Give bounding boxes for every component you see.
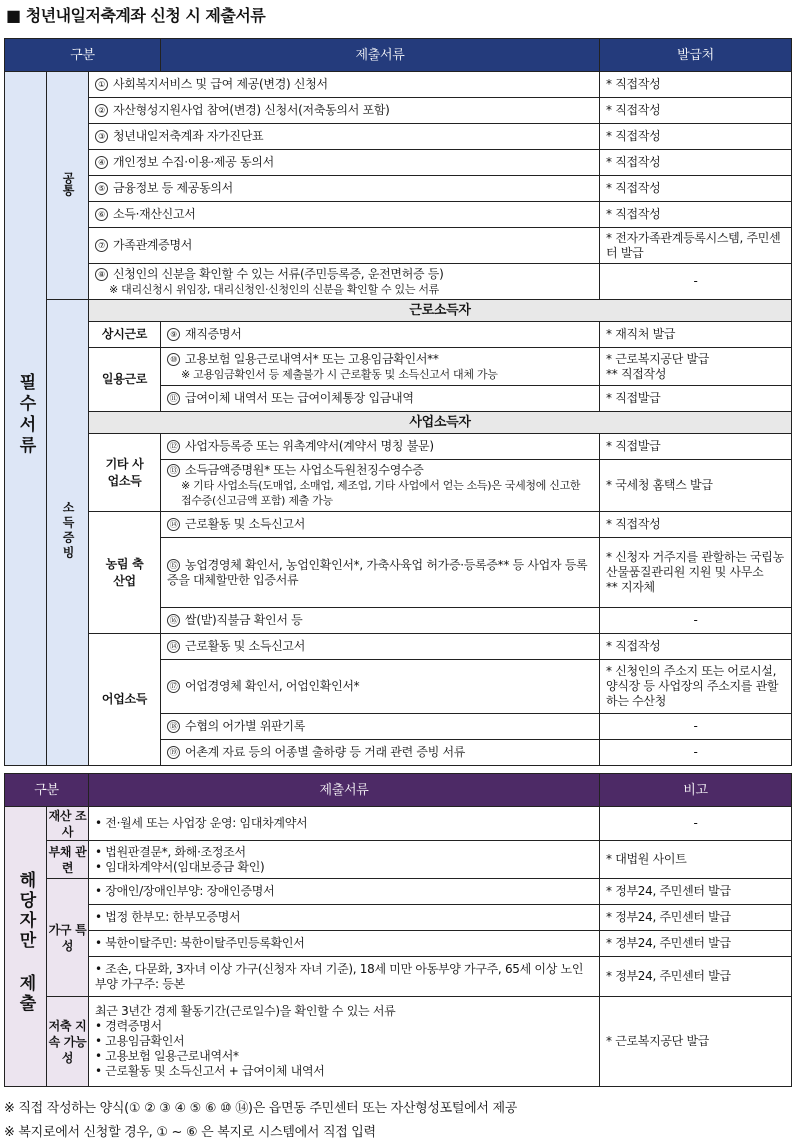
doc-row: ⑲ 어촌계 자료 등의 어종별 출하량 등 거래 관련 증빙 서류 <box>161 740 600 766</box>
doc-note: ※ 고용임금확인서 등 제출불가 시 근로활동 및 소득신고서 대체 가능 <box>181 367 498 381</box>
doc-row: ⑭ 근로활동 및 소득신고서 <box>161 634 600 660</box>
group-savings-sustainability: 저축 지속 가능성 <box>47 997 89 1087</box>
issuer-cell: * 신청인의 주소지 또는 어로시설, 양식장 등 사업장의 주소지를 관할하는 수산청 <box>600 660 792 714</box>
number-badge: ② <box>95 104 108 117</box>
remark-cell: * 정부24, 주민센터 발급 <box>600 905 792 931</box>
issuer-cell: * 직접작성 <box>600 512 792 538</box>
doc-row: ⑭ 근로활동 및 소득신고서 <box>161 512 600 538</box>
issuer-cell: * 근로복지공단 발급 ** 직접작성 <box>600 348 792 386</box>
group-income-proof: 소득증빙 <box>47 300 89 766</box>
category-required: 필수서류 <box>5 72 47 766</box>
doc-row: • 조손, 다문화, 3자녀 이상 가구(신청자 자녀 기준), 18세 미만 아동부양 가구주, 65세 이상 노인부양 가구주: 등본 <box>89 957 600 997</box>
doc-row: ⑦ 가족관계증명서 <box>89 228 600 264</box>
number-badge: ① <box>95 78 108 91</box>
number-badge: ⑦ <box>95 239 108 252</box>
doc-row: • 북한이탈주민: 북한이탈주민등록확인서 <box>89 931 600 957</box>
number-badge: ⑨ <box>167 328 180 341</box>
issuer-cell: * 직접작성 <box>600 98 792 124</box>
doc-row: ⑩ 고용보험 일용근로내역서* 또는 고용임금확인서** ※ 고용임금확인서 등 제출불가 시 근로활동 및 소득신고서 대체 가능 <box>161 348 600 386</box>
group-other-business: 기타 사업소득 <box>89 434 161 512</box>
doc-row: ⑨ 재직증명서 <box>161 322 600 348</box>
remark-cell: * 근로복지공단 발급 <box>600 997 792 1087</box>
header-issuer: 발급처 <box>600 39 792 72</box>
remark-cell: * 정부24, 주민센터 발급 <box>600 879 792 905</box>
doc-note: ※ 대리신청시 위임장, 대리신청인·신청인의 신분을 확인할 수 있는 서류 <box>109 282 440 296</box>
group-daily-labor: 일용근로 <box>89 348 161 412</box>
header-remarks: 비고 <box>600 774 792 807</box>
doc-row: • 전·월세 또는 사업장 운영: 임대차계약서 <box>89 807 600 841</box>
doc-row: • 장애인/장애인부양: 장애인증명서 <box>89 879 600 905</box>
doc-row: ② 자산형성지원사업 참여(변경) 신청서(저축동의서 포함) <box>89 98 600 124</box>
remark-cell: * 정부24, 주민센터 발급 <box>600 957 792 997</box>
issuer-cell: * 직접작성 <box>600 124 792 150</box>
number-badge: ⑱ <box>167 720 180 733</box>
remark-cell: * 정부24, 주민센터 발급 <box>600 931 792 957</box>
number-badge: ⑭ <box>167 640 180 653</box>
group-common: 공통 <box>47 72 89 300</box>
issuer-cell: - <box>600 264 792 300</box>
doc-row: ⑪ 급여이체 내역서 또는 급여이체통장 입금내역 <box>161 386 600 412</box>
number-badge: ⑩ <box>167 353 180 366</box>
doc-row: ④ 개인정보 수집·이용·제공 동의서 <box>89 150 600 176</box>
number-badge: ⑥ <box>95 208 108 221</box>
doc-row: ⑯ 쌀(밭)직불금 확인서 등 <box>161 608 600 634</box>
group-agriculture: 농림 축산업 <box>89 512 161 634</box>
required-documents-table <box>4 38 792 766</box>
number-badge: ③ <box>95 130 108 143</box>
number-badge: ⑲ <box>167 746 180 759</box>
footer-note-bokjiro: ※ 복지로에서 신청할 경우, ① ~ ⑥ 은 복지로 시스템에서 직접 입력 <box>4 1125 376 1140</box>
issuer-cell: * 재직처 발급 <box>600 322 792 348</box>
issuer-cell: * 직접작성 <box>600 176 792 202</box>
doc-row: ① 사회복지서비스 및 급여 제공(변경) 신청서 <box>89 72 600 98</box>
doc-note: ※ 기타 사업소득(도매업, 소매업, 제조업, 기타 사업에서 얻는 소득)은 국세청에 신고한 접수증(신고금액 포함) 제출 가능 <box>181 479 581 507</box>
issuer-cell: * 직접작성 <box>600 202 792 228</box>
section-business-income: 사업소득자 <box>89 412 792 434</box>
doc-row: ⑥ 소득·재산신고서 <box>89 202 600 228</box>
page-title: ■ 청년내일저축계좌 신청 시 제출서류 <box>6 6 266 25</box>
doc-row: ⑮ 농업경영체 확인서, 농업인확인서*, 가축사육업 허가증·등록증** 등 사업자 등록증을 대체할만한 입증서류 <box>161 538 600 608</box>
issuer-cell: * 국세청 홈택스 발급 <box>600 460 792 512</box>
group-household: 가구 특성 <box>47 879 89 997</box>
issuer-cell: * 직접작성 <box>600 634 792 660</box>
doc-row: ⑧ 신청인의 신분을 확인할 수 있는 서류(주민등록증, 운전면허증 등) ※ 대리신청시 위임장, 대리신청인·신청인의 신분을 확인할 수 있는 서류 <box>89 264 600 300</box>
doc-row: ⑱ 수협의 어가별 위판기록 <box>161 714 600 740</box>
doc-row: 최근 3년간 경제 활동기간(근로일수)을 확인할 수 있는 서류 • 경력증명서 • 고용임금확인서 • 고용보험 일용근로내역서* • 근로활동 및 소득신고서 + 급여이체 내역서 <box>89 997 600 1087</box>
issuer-cell: * 전자가족관계등록시스템, 주민센터 발급 <box>600 228 792 264</box>
footer-note-forms: ※ 직접 작성하는 양식(① ② ③ ④ ⑤ ⑥ ⑩ ⑭)은 읍면동 주민센터 또는 자산형성포털에서 제공 <box>4 1101 518 1116</box>
number-badge: ⑯ <box>167 614 180 627</box>
header-category: 구분 <box>5 39 161 72</box>
number-badge: ④ <box>95 156 108 169</box>
header-category: 구분 <box>5 774 89 807</box>
doc-row: ③ 청년내일저축계좌 자가진단표 <box>89 124 600 150</box>
group-property: 재산 조사 <box>47 807 89 841</box>
issuer-cell: * 신청자 거주지를 관할하는 국립농산물품질관리원 지원 및 사무소 ** 지자체 <box>600 538 792 608</box>
doc-row: • 법원판결문*, 화해·조정조서 • 임대차계약서(임대보증금 확인) <box>89 841 600 879</box>
group-debt: 부채 관련 <box>47 841 89 879</box>
number-badge: ⑫ <box>167 440 180 453</box>
number-badge: ⑭ <box>167 518 180 531</box>
doc-row: ⑰ 어업경영체 확인서, 어업인확인서* <box>161 660 600 714</box>
conditional-documents-table <box>4 773 792 1087</box>
issuer-cell: * 직접발급 <box>600 434 792 460</box>
issuer-cell: * 직접작성 <box>600 72 792 98</box>
issuer-cell: - <box>600 714 792 740</box>
issuer-cell: - <box>600 740 792 766</box>
header-documents: 제출서류 <box>89 774 600 807</box>
group-regular-labor: 상시근로 <box>89 322 161 348</box>
number-badge: ⑮ <box>167 559 180 572</box>
issuer-cell: * 직접발급 <box>600 386 792 412</box>
issuer-cell: - <box>600 608 792 634</box>
number-badge: ⑪ <box>167 392 180 405</box>
doc-row: ⑫ 사업자등록증 또는 위촉계약서(계약서 명칭 불문) <box>161 434 600 460</box>
number-badge: ⑰ <box>167 680 180 693</box>
number-badge: ⑧ <box>95 268 108 281</box>
number-badge: ⑤ <box>95 182 108 195</box>
remark-cell: - <box>600 807 792 841</box>
header-documents: 제출서류 <box>161 39 600 72</box>
doc-row: ⑤ 금융정보 등 제공동의서 <box>89 176 600 202</box>
remark-cell: * 대법원 사이트 <box>600 841 792 879</box>
doc-row: ⑬ 소득금액증명원* 또는 사업소득원천징수영수증 ※ 기타 사업소득(도매업, 소매업, 제조업, 기타 사업에서 얻는 소득)은 국세청에 신고한 접수증(신고금액 포함) 제출 가능 <box>161 460 600 512</box>
doc-row: • 법정 한부모: 한부모증명서 <box>89 905 600 931</box>
issuer-cell: * 직접작성 <box>600 150 792 176</box>
section-labor-income: 근로소득자 <box>89 300 792 322</box>
group-fishery: 어업소득 <box>89 634 161 766</box>
number-badge: ⑬ <box>167 464 180 477</box>
category-applicable-only: 해당자만 제출 <box>5 807 47 1087</box>
